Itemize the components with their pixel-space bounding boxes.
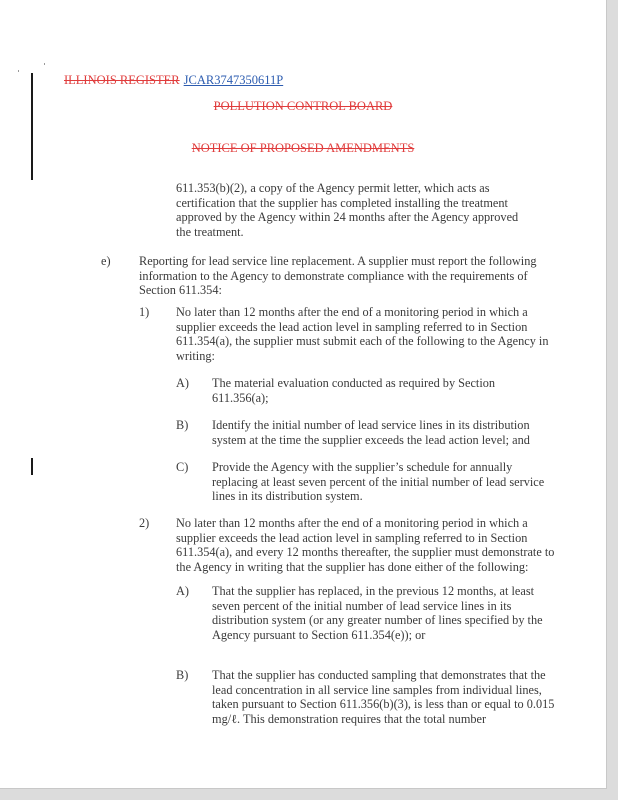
item-1-text: No later than 12 months after the end of a monitoring period in which a supplier exceeds the lead action level in sampling referred to in Section 611.354(a), the supplier must submit each of the following to the Agency in writing: <box>176 305 549 363</box>
item-2b-text: That the supplier has conducted sampling that demonstrates that the lead concentration in all service line samples from individual lines, taken pursuant to Section 611.356(b)(3), is less than or equal to 0.015 mg/ℓ. This demonstration requires that the total number <box>212 668 555 726</box>
item-label: 2) <box>139 516 150 530</box>
continuation-paragraph: 611.353(b)(2), a copy of the Agency permit letter, which acts as certification that the supplier has completed installing the treatment approved by the Agency within 24 months after the Agency approved the treatment. <box>176 181 519 239</box>
subsection-label: e) <box>101 254 111 268</box>
subitem-label: B) <box>176 418 189 432</box>
register-header <box>64 73 283 88</box>
board-title-struck: POLLUTION CONTROL BOARD <box>213 99 393 113</box>
item-1c-text: Provide the Agency with the supplier’s schedule for annually replacing at least seven percent of the initial number of lead service lines in its distribution system. <box>212 460 545 504</box>
notice-title-struck: NOTICE OF PROPOSED AMENDMENTS <box>191 141 415 155</box>
revision-bar <box>31 73 33 180</box>
subitem-label: A) <box>176 584 189 598</box>
scan-speck <box>44 63 45 65</box>
subitem-label: A) <box>176 376 189 390</box>
item-2-text: No later than 12 months after the end of a monitoring period in which a supplier exceeds the lead action level in sampling referred to in Section 611.354(a), and every 12 months thereafter, the supplier must demonstrate to the Agency in writing that the supplier has done either of the following: <box>176 516 555 574</box>
scan-speck <box>18 70 19 72</box>
item-2a-text: That the supplier has replaced, in the previous 12 months, at least seven percent of the initial number of lead service lines in its distribution system (or any greater number of lines specified by the Agency pursuant to Section 611.354(e)); or <box>212 584 543 642</box>
jcar-identifier: JCAR3747350611P <box>183 73 284 87</box>
subsection-e-text: Reporting for lead service line replacement. A supplier must report the following information to the Agency to demonstrate compliance with the requirements of Section 611.354: <box>139 254 537 298</box>
item-1b-text: Identify the initial number of lead service lines in its distribution system at the time the supplier exceeds the lead action level; and <box>212 418 530 447</box>
subitem-label: C) <box>176 460 189 474</box>
revision-bar <box>31 458 33 475</box>
subitem-label: B) <box>176 668 189 682</box>
item-1a-text: The material evaluation conducted as required by Section 611.356(a); <box>212 376 496 405</box>
register-title-struck: ILLINOIS REGISTER <box>64 73 180 87</box>
item-label: 1) <box>139 305 150 319</box>
